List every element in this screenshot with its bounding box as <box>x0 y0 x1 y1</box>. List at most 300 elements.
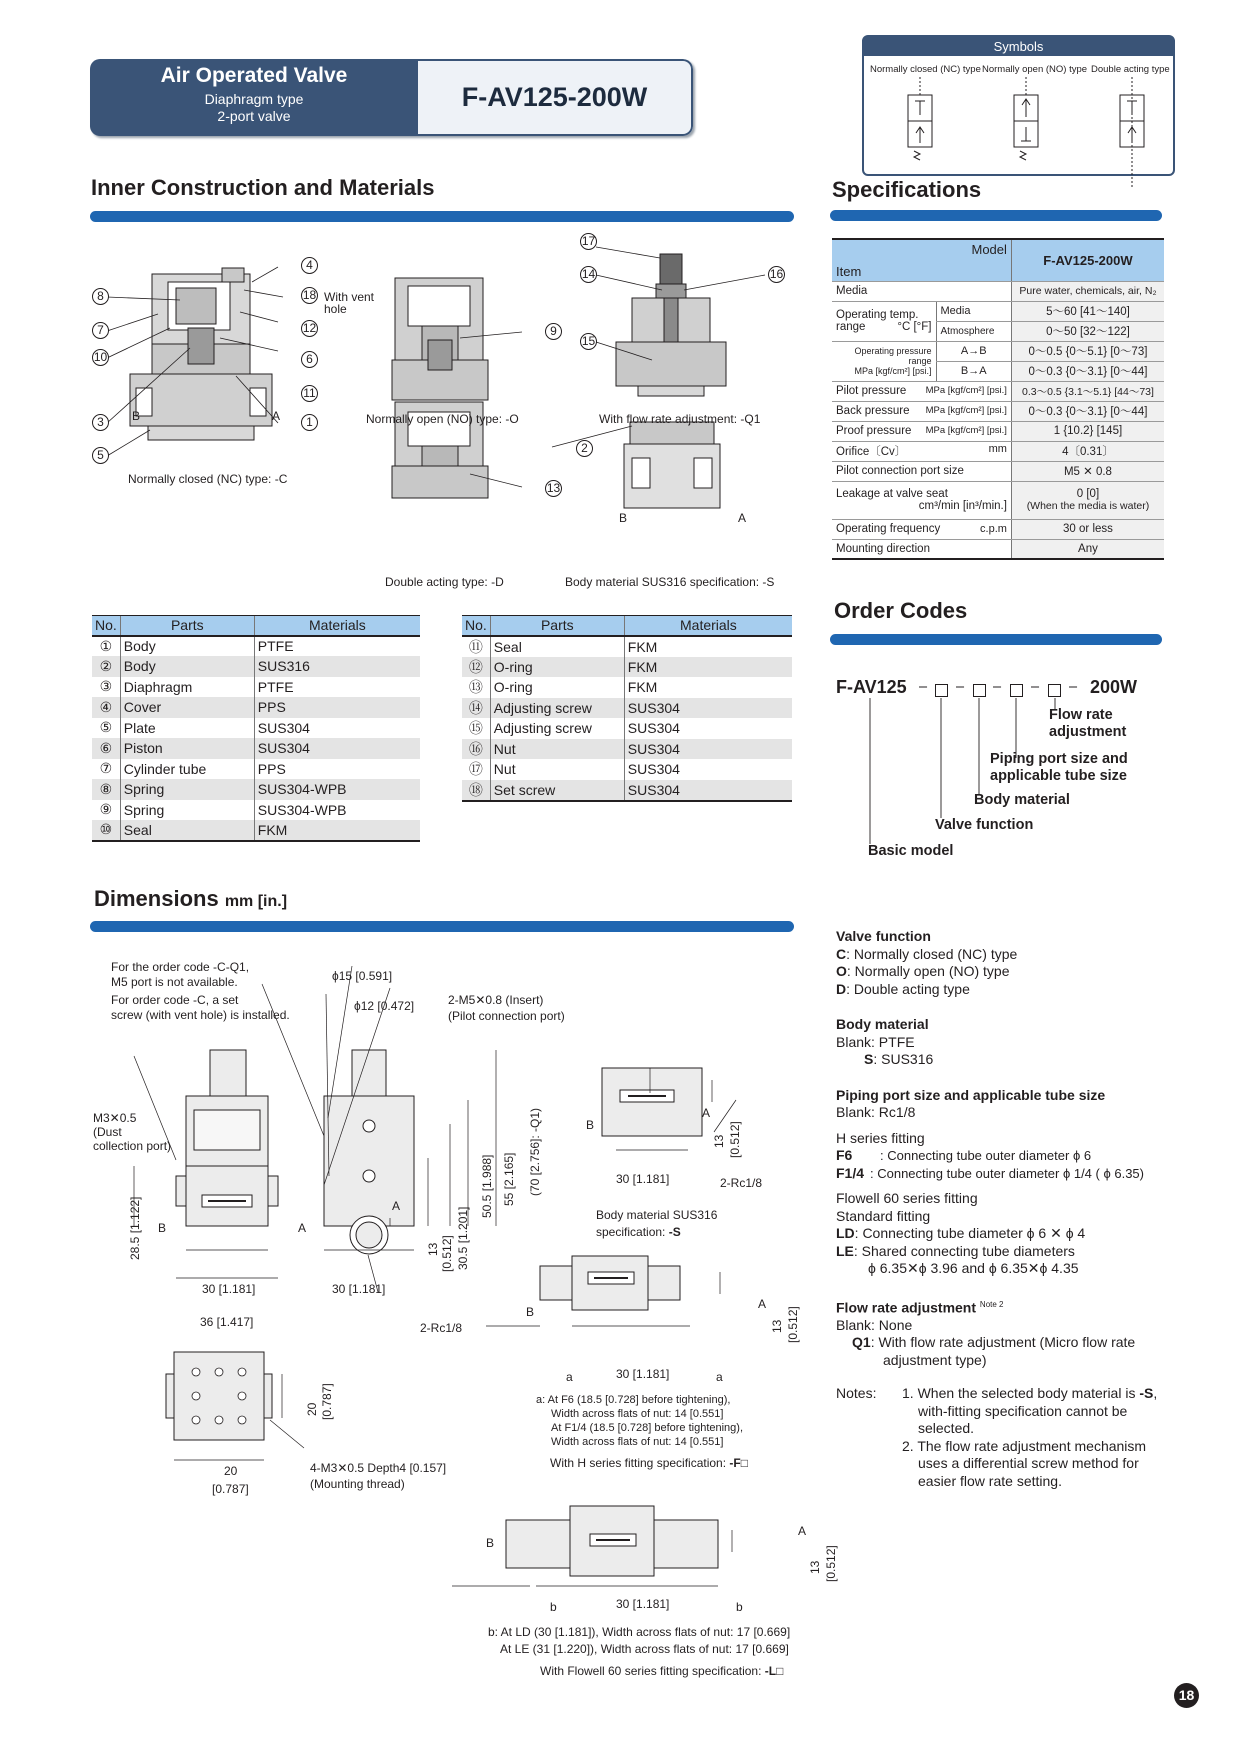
leak-unit: cm³/min [in³/min.] <box>918 500 1007 512</box>
callout-4: 4 <box>301 257 318 274</box>
part-material: SUS304-WPB <box>254 800 420 821</box>
dash: – <box>1031 679 1040 695</box>
spec-label <box>832 519 1011 539</box>
dim-s-b: B <box>586 1118 595 1132</box>
dim-h-0512: [0.512] <box>786 1306 800 1343</box>
op-temp-range-label: range <box>836 321 866 333</box>
dim-30-5: 30.5 [1.201] <box>456 1206 470 1270</box>
pp-title: Piping port size and applicable tube size <box>836 1086 1106 1103</box>
spec-label <box>832 421 1011 441</box>
col-no: No. <box>92 616 120 636</box>
f6-code: F6 <box>836 1147 853 1163</box>
spec-label <box>832 481 1011 519</box>
dim-s-0512: [0.512] <box>728 1121 742 1158</box>
dim-note-1: For the order code -C-Q1, <box>111 960 250 974</box>
pilot-label: Pilot pressure <box>836 385 907 397</box>
part-name: Set screw <box>490 780 624 801</box>
vf-c-code: C <box>836 945 847 962</box>
dim-h-note-4: Width across flats of nut: 14 [0.551] <box>551 1436 724 1448</box>
order-box-valve-function <box>935 684 948 697</box>
fl-std: Standard fitting <box>836 1207 931 1224</box>
valve-symbols-drawing <box>864 77 1173 187</box>
part-material: SUS304 <box>254 718 420 739</box>
part-number: ④ <box>92 697 120 718</box>
dim-0512-side: [0.512] <box>440 1235 454 1272</box>
part-material: SUS304 <box>624 739 792 760</box>
proof-value: 1 {10.2} [145] <box>1011 421 1164 441</box>
order-notes <box>836 928 1157 1490</box>
dim-l-b: B <box>486 1536 495 1550</box>
dim-20-v: 20 <box>305 1402 319 1416</box>
fr-blank: Blank: None <box>836 1316 913 1333</box>
section-dimensions <box>94 886 287 912</box>
part-material: PTFE <box>254 677 420 698</box>
dim-36: 36 [1.417] <box>200 1315 254 1329</box>
dim-h-b: B <box>526 1305 535 1319</box>
callout-7: 7 <box>92 322 109 339</box>
model-label: Model <box>971 242 1007 257</box>
dim-l-b-left: b <box>550 1600 557 1614</box>
op-press-ab: A→B <box>936 341 1011 361</box>
part-name: Body <box>120 656 254 677</box>
part-number: ⑮ <box>468 720 483 737</box>
part-number: ⑫ <box>462 657 490 678</box>
table-row <box>92 759 420 780</box>
spec-value: Pure water, chemicals, air, N₂ <box>1011 281 1164 301</box>
vf-d: : Double acting type <box>846 980 970 997</box>
dim-s-30: 30 [1.181] <box>616 1172 670 1186</box>
l-caption-text: With Flowell 60 series fitting specification: <box>540 1664 762 1678</box>
q1b: adjustment type) <box>883 1351 987 1368</box>
model-number: F-AV125-200W <box>418 59 693 136</box>
section-bar <box>830 210 1162 221</box>
dim-h-a-right: a <box>716 1370 723 1384</box>
caption-q1: With flow rate adjustment: -Q1 <box>599 412 761 426</box>
le: : Shared connecting tube diameters <box>853 1242 1075 1259</box>
part-material: SUS304 <box>254 738 420 759</box>
fr-note: Note 2 <box>979 1299 1004 1309</box>
item-label: Item <box>836 263 862 279</box>
le2: ϕ 6.35✕ϕ 3.96 and ϕ 6.35✕ϕ 4.35 <box>868 1260 1079 1276</box>
order-box-body-material <box>973 684 986 697</box>
dim-l-0512: [0.512] <box>824 1545 838 1582</box>
callout-18: 18 <box>302 288 317 302</box>
bm-title: Body material <box>836 1016 929 1032</box>
freq-unit: c.p.m <box>980 523 1007 535</box>
spec-label: Mounting direction <box>832 539 1011 559</box>
bm-s-code: S <box>864 1051 874 1067</box>
callout-17: 17 <box>581 234 596 248</box>
part-name: Plate <box>120 718 254 739</box>
table-row <box>462 718 792 739</box>
callout-16: 16 <box>769 267 784 281</box>
symbol-nc-label: Normally closed (NC) type <box>870 64 981 75</box>
part-number: ⑤ <box>99 719 113 736</box>
q1-code: Q1 <box>852 1334 871 1351</box>
spec-label <box>832 301 936 341</box>
part-number: ⑥ <box>92 738 120 759</box>
order-base-code: F-AV125 <box>836 677 907 697</box>
fr-title: Flow rate adjustment <box>836 1299 977 1316</box>
part-material: FKM <box>624 657 792 678</box>
table-row <box>92 636 420 657</box>
order-piping-2: applicable tube size <box>990 768 1127 784</box>
pp-blank: Blank: Rc1/8 <box>836 1104 916 1120</box>
symbols-title: Symbols <box>864 37 1173 56</box>
dim-note-2: M5 port is not available. <box>111 975 238 989</box>
caption-s: Body material SUS316 specification: -S <box>565 575 775 589</box>
l-caption-code: -L□ <box>764 1664 784 1678</box>
dim-l-30: 30 [1.181] <box>616 1597 670 1611</box>
dim-h-a-left: a <box>566 1370 573 1384</box>
dim-30-side: 30 [1.181] <box>332 1282 386 1296</box>
spec-label <box>832 341 936 381</box>
dim-m3-3: collection port) <box>93 1139 172 1153</box>
product-subtitle-type: Diaphragm type <box>204 91 304 107</box>
callout-6: 6 <box>301 351 318 368</box>
dim-l-note-2: At LE (31 [1.220]), Width across flats of nut: 17 [0.669] <box>500 1642 789 1656</box>
table-row <box>462 759 792 780</box>
dim-h-13: 13 <box>770 1319 784 1333</box>
col-materials: Materials <box>624 616 792 636</box>
h-title: H series fitting <box>836 1129 925 1146</box>
part-name: O-ring <box>490 677 624 698</box>
table-row <box>92 718 420 739</box>
freq-value: 30 or less <box>1011 519 1164 539</box>
dim-note-3: For order code -C, a set <box>111 993 239 1007</box>
table-row <box>92 697 420 718</box>
part-number: ⑧ <box>92 779 120 800</box>
section-bar <box>830 634 1162 645</box>
part-number: ⑩ <box>92 820 120 841</box>
dim-70: (70 [2.756]: -Q1) <box>528 1107 542 1196</box>
table-row <box>462 780 792 801</box>
ld-code: LD <box>836 1225 855 1241</box>
spec-label <box>832 401 1011 421</box>
symbol-da-label: Double acting type <box>1091 64 1170 75</box>
table-row <box>462 657 792 678</box>
proof-label: Proof pressure <box>836 425 912 437</box>
dim-l-caption <box>540 1664 783 1678</box>
spec-label: Pilot connection port size <box>832 461 1011 481</box>
dim-h-a: A <box>758 1297 767 1311</box>
part-name: Piston <box>120 738 254 759</box>
vent-note-1: With vent <box>324 290 375 304</box>
part-name: Spring <box>120 800 254 821</box>
dim-m5-2: (Pilot connection port) <box>448 1009 565 1023</box>
title-banner <box>90 59 693 136</box>
dim-h-note-2: Width across flats of nut: 14 [0.551] <box>551 1408 724 1420</box>
section-inner-construction: Inner Construction and Materials <box>91 175 435 200</box>
symbol-no-label: Normally open (NO) type <box>982 64 1088 75</box>
col-no: No. <box>462 616 490 636</box>
callout-14: 14 <box>581 267 596 281</box>
part-number: ⑬ <box>468 679 483 696</box>
ld: : Connecting tube diameter ϕ 6 ✕ ϕ 4 <box>854 1225 1086 1241</box>
vf-o: : Normally open (NO) type <box>846 963 1010 979</box>
orifice-unit: mm <box>988 443 1007 455</box>
dim-l-13: 13 <box>808 1560 822 1574</box>
s-caption-code: -S <box>668 1225 681 1239</box>
part-material: SUS304 <box>624 759 792 780</box>
notes-block: Notes: 1. When the selected body material is -S, with-fitting specification cannot be selected. 2. The flow rate adjustment mechanism uses a differential screw method for easier flow rate setting. <box>836 1385 1158 1489</box>
dim-m3-1: M3✕0.5 <box>93 1111 137 1125</box>
op-press-ba-value: 0～0.3 {0～3.1} [0～44] <box>1011 361 1164 381</box>
part-name: Nut <box>490 759 624 780</box>
dim-l-note-1: b: At LD (30 [1.181]), Width across flats of nut: 17 [0.669] <box>488 1625 791 1639</box>
part-number: ① <box>99 637 113 654</box>
part-name: Seal <box>490 636 624 657</box>
order-box-flow <box>1048 684 1061 697</box>
dash: – <box>993 679 1002 695</box>
orifice-label: Orifice〔Cv〕 <box>836 446 907 458</box>
callout-5: 5 <box>92 447 109 464</box>
table-row <box>462 677 792 698</box>
dim-l-a: A <box>798 1524 807 1538</box>
part-material: PTFE <box>254 636 420 657</box>
dim-mounting-1: 4-M3✕0.5 Depth4 [0.157] <box>310 1461 447 1475</box>
note2a: 2. The flow rate adjustment mechanism <box>902 1437 1147 1454</box>
section-bar <box>90 921 794 932</box>
part-number: ⑭ <box>462 698 490 719</box>
part-material: SUS304 <box>624 780 792 801</box>
pilot-port-value: M5 ✕ 0.8 <box>1011 461 1164 481</box>
part-number: ⑨ <box>99 801 113 818</box>
product-subtitle-port: 2-port valve <box>217 108 291 124</box>
part-name: Nut <box>490 739 624 760</box>
mount-value: Any <box>1011 539 1164 559</box>
dim-m5-1: 2-M5✕0.8 (Insert) <box>448 993 544 1007</box>
f14-code: F1/4 <box>836 1164 865 1181</box>
specifications-table <box>832 238 1164 560</box>
part-name: Seal <box>120 820 254 841</box>
dim-phi12: ϕ12 [0.472] <box>354 999 415 1013</box>
op-press-unit: MPa [kgf/cm²] [psi.] <box>854 366 932 376</box>
part-number: ⑯ <box>462 739 490 760</box>
dims-title: Dimensions <box>94 886 219 911</box>
vf-c: : Normally closed (NC) type <box>846 945 1018 962</box>
back-value: 0～0.3 {0～3.1} [0～44] <box>1011 401 1164 421</box>
dim-h-30: 30 [1.181] <box>616 1367 670 1381</box>
freq-label: Operating frequency <box>836 523 941 535</box>
note1a: 1. When the selected body material is <box>902 1385 1136 1402</box>
table-row <box>92 677 420 698</box>
dim-h-caption <box>550 1456 748 1470</box>
callout-8: 8 <box>92 288 109 305</box>
dim-h-note-3: At F1/4 (18.5 [0.728] before tightening), <box>551 1422 744 1434</box>
part-number: ⑰ <box>468 761 483 778</box>
dash: – <box>919 679 928 695</box>
title-block <box>90 59 418 136</box>
part-number: ③ <box>99 678 113 695</box>
table-row <box>462 739 792 760</box>
op-press-label: Operating pressure range <box>854 346 932 366</box>
dim-0787-h: [0.787] <box>212 1482 249 1496</box>
section-bar <box>90 211 794 222</box>
dims-unit: mm [in.] <box>224 893 288 910</box>
dim-s-caption-1: Body material SUS316 <box>596 1208 718 1222</box>
table-row <box>92 738 420 759</box>
page-number: 18 <box>1174 1683 1199 1708</box>
order-body-material: Body material <box>974 792 1070 808</box>
note2c: easier flow rate setting. <box>918 1472 1062 1489</box>
callout-9: 9 <box>545 323 562 340</box>
parts-table-right <box>462 615 792 802</box>
back-unit: MPa [kgf/cm²] [psi.] <box>925 405 1007 416</box>
dim-30-front: 30 [1.181] <box>202 1282 256 1296</box>
f6: : Connecting tube outer diameter ϕ 6 <box>880 1148 1092 1163</box>
s-port-a-label: A <box>738 511 747 525</box>
col-parts: Parts <box>490 616 624 636</box>
dim-0787-v: [0.787] <box>320 1383 334 1420</box>
order-box-piping <box>1010 684 1023 697</box>
port-a-label: A <box>272 409 281 423</box>
part-number: ⑦ <box>99 760 113 777</box>
callout-11: 11 <box>301 385 318 402</box>
dash: – <box>956 679 965 695</box>
spec-label <box>832 441 1011 461</box>
note2b: uses a differential screw method for <box>918 1455 1139 1472</box>
vf-title: Valve function <box>836 928 931 944</box>
part-material: PPS <box>254 759 420 780</box>
op-press-ba: B→A <box>936 361 1011 381</box>
fl-title: Flowell 60 series fitting <box>836 1190 978 1206</box>
part-name: Adjusting screw <box>490 698 624 719</box>
order-suffix: 200W <box>1090 677 1138 697</box>
spec-header-corner <box>832 239 1011 281</box>
callout-3: 3 <box>92 414 109 431</box>
leak-value <box>1011 481 1164 519</box>
leak-value-2: (When the media is water) <box>1026 500 1150 512</box>
callout-12: 12 <box>302 321 317 335</box>
dash: – <box>1069 679 1078 695</box>
leak-label: Leakage at valve seat <box>836 488 948 500</box>
part-name: Diaphragm <box>120 677 254 698</box>
op-temp-media-value: 5～60 [41～140] <box>1011 301 1164 321</box>
dim-phi15: ϕ15 [0.591] <box>332 969 393 983</box>
bm-s: : SUS316 <box>873 1051 934 1067</box>
col-parts: Parts <box>120 616 254 636</box>
part-number: ⑪ <box>468 638 483 655</box>
table-row <box>92 820 420 841</box>
vf-d-code: D <box>836 980 847 997</box>
s-port-b-label: B <box>619 511 628 525</box>
dim-55: 55 [2.165] <box>502 1152 516 1206</box>
caption-da: Double acting type: -D <box>385 575 504 589</box>
note1b: with-fitting specification cannot be <box>918 1402 1128 1419</box>
q1: : With flow rate adjustment (Micro flow rate <box>870 1334 1136 1351</box>
op-temp-label: Operating temp. <box>836 309 919 321</box>
part-name: Spring <box>120 779 254 800</box>
dim-13-side: 13 <box>426 1242 440 1256</box>
order-piping-1: Piping port size and <box>990 751 1128 767</box>
op-temp-media-label: Media <box>936 301 1011 321</box>
table-row <box>92 800 420 821</box>
op-temp-atm-label: Atmosphere <box>936 321 1011 341</box>
h-caption-code: -F□ <box>729 1456 748 1470</box>
dim-rc-side: 2-Rc1/8 <box>420 1321 463 1335</box>
part-name: Body <box>120 636 254 657</box>
dim-front-a: A <box>298 1221 307 1235</box>
part-number: ② <box>92 656 120 677</box>
callout-2: 2 <box>576 440 593 457</box>
callout-10: 10 <box>93 350 108 364</box>
dim-m3-2: (Dust <box>93 1125 122 1139</box>
callout-15: 15 <box>581 334 596 348</box>
table-row <box>462 698 792 719</box>
product-title: Air Operated Valve <box>160 64 348 87</box>
dim-s-a: A <box>702 1106 711 1120</box>
table-row <box>92 779 420 800</box>
part-material: SUS304-WPB <box>254 779 420 800</box>
back-label: Back pressure <box>836 405 910 417</box>
pilot-unit: MPa [kgf/cm²] [psi.] <box>925 385 1007 396</box>
spec-label <box>832 381 1011 401</box>
part-material: FKM <box>254 820 420 841</box>
order-valve-function: Valve function <box>935 817 1034 833</box>
table-row <box>92 656 420 677</box>
dim-20-h: 20 <box>224 1464 238 1478</box>
bm-blank: Blank: PTFE <box>836 1033 915 1050</box>
caption-no: Normally open (NO) type: -O <box>366 412 519 426</box>
part-material: FKM <box>624 636 792 657</box>
leak-value-1: 0 [0] <box>1076 488 1100 500</box>
h-caption-text: With H series fitting specification: <box>550 1456 727 1470</box>
dim-s-caption-2 <box>596 1225 681 1239</box>
symbols-box <box>862 35 1175 176</box>
part-material: SUS304 <box>624 718 792 739</box>
parts-table-left <box>92 615 420 842</box>
table-row <box>462 636 792 657</box>
spec-label: Media <box>832 281 1011 301</box>
notes-label: Notes: <box>836 1385 877 1402</box>
dim-note-4: screw (with vent hole) is installed. <box>111 1008 290 1022</box>
note1c: selected. <box>918 1420 975 1437</box>
dim-h-note-1: a: At F6 (18.5 [0.728] before tightening), <box>536 1394 731 1406</box>
note1-code: -S <box>1139 1385 1154 1402</box>
order-basic-model: Basic model <box>868 843 954 859</box>
proof-unit: MPa [kgf/cm²] [psi.] <box>925 425 1007 436</box>
col-materials: Materials <box>254 616 420 636</box>
dim-28-5: 28.5 [1.122] <box>128 1196 142 1260</box>
s-caption-text: specification: <box>596 1225 666 1239</box>
section-specifications: Specifications <box>832 177 982 202</box>
order-flow-rate-2: adjustment <box>1049 724 1127 740</box>
op-press-ab-value: 0～0.5 {0～5.1} [0～73] <box>1011 341 1164 361</box>
le-code: LE <box>836 1242 854 1259</box>
part-name: Cylinder tube <box>120 759 254 780</box>
pilot-value: 0.3～0.5 {3.1～5.1} [44～73] <box>1011 381 1164 401</box>
port-b-label: B <box>132 409 141 423</box>
orifice-value: 4〔0.31〕 <box>1011 441 1164 461</box>
order-flow-rate-1: Flow rate <box>1049 707 1113 723</box>
spec-model: F-AV125-200W <box>1011 239 1164 281</box>
f14: : Connecting tube outer diameter ϕ 1/4 ( ϕ 6.35) <box>870 1165 1144 1181</box>
op-temp-atm-value: 0～50 [32～122] <box>1011 321 1164 341</box>
part-name: O-ring <box>490 657 624 678</box>
op-temp-unit: °C [°F] <box>897 321 932 333</box>
part-name: Cover <box>120 697 254 718</box>
vent-note-2: hole <box>324 302 347 316</box>
dim-s-13: 13 <box>712 1134 726 1148</box>
part-name: Adjusting screw <box>490 718 624 739</box>
dim-s-rc: 2-Rc1/8 <box>720 1176 763 1190</box>
dim-mounting-2: (Mounting thread) <box>310 1477 405 1491</box>
part-material: SUS304 <box>624 698 792 719</box>
callout-1: 1 <box>301 414 318 431</box>
dim-l-b-right: b <box>736 1600 743 1614</box>
part-material: SUS316 <box>254 656 420 677</box>
